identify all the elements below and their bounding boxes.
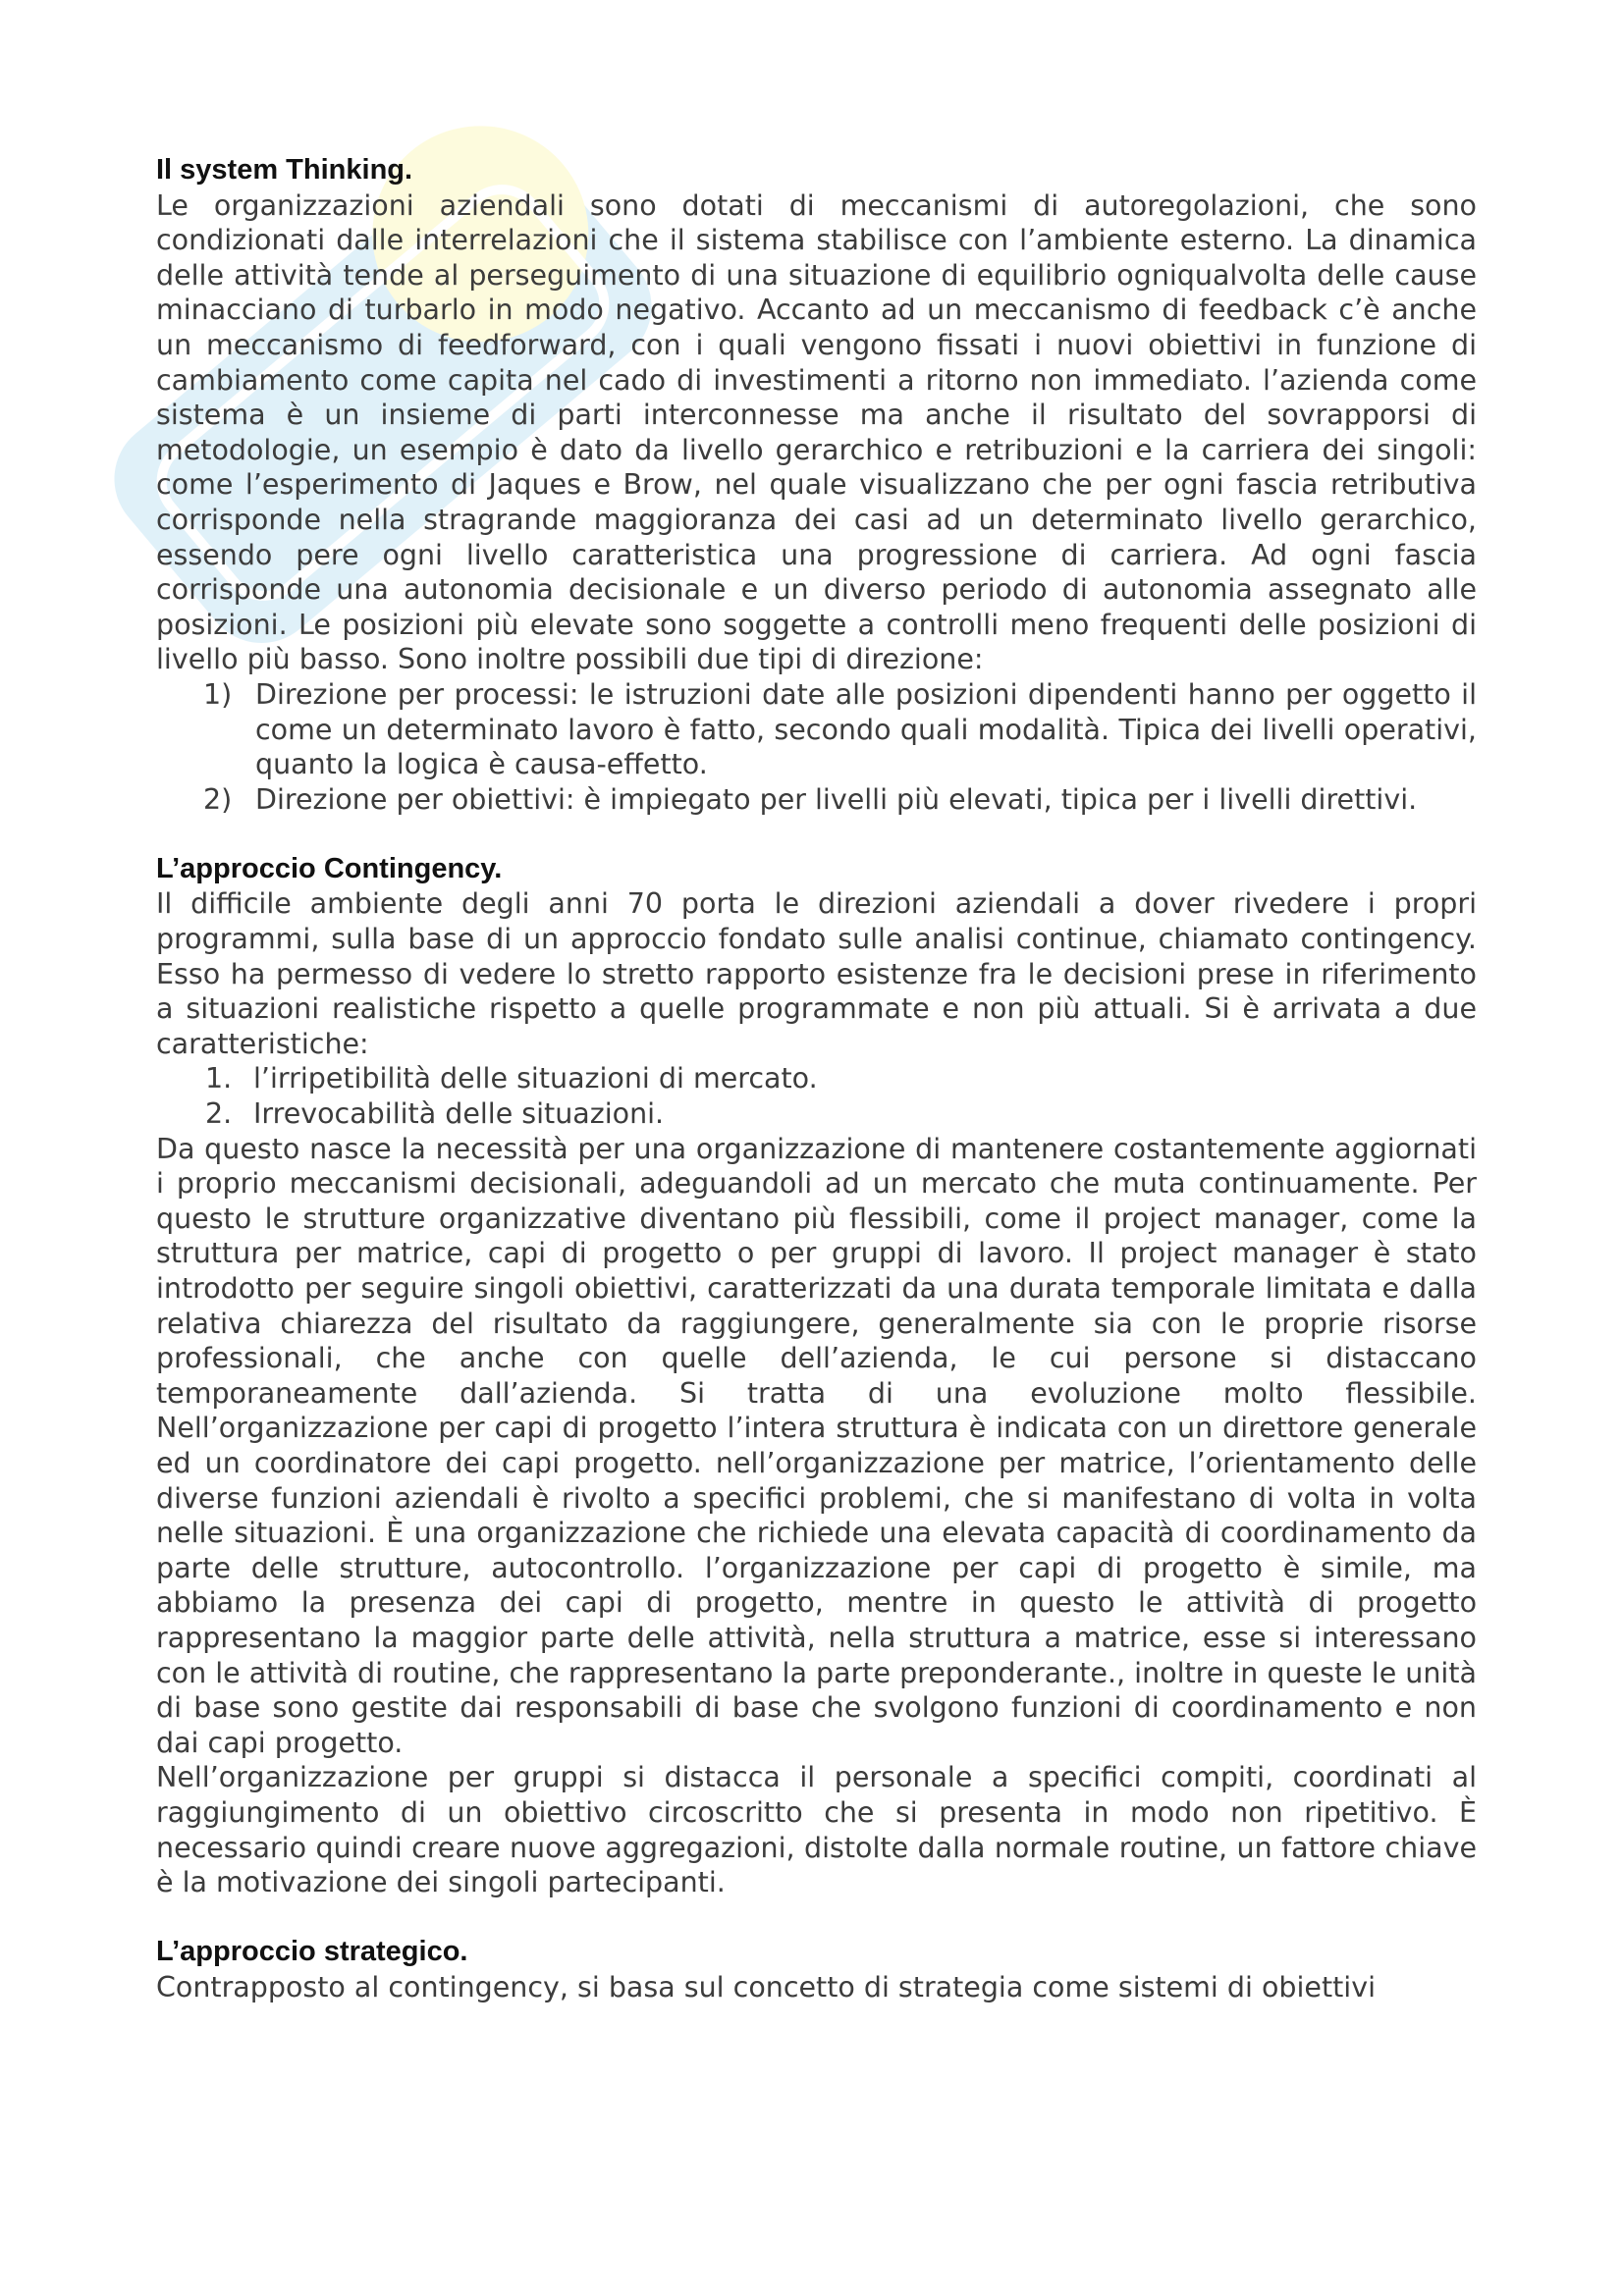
section-paragraph: Le organizzazioni aziendali sono dotati di meccanismi di autoregolazioni, che sono condizionati dalle interrelazioni che il sistema stabilisce con l’ambiente esterno. La dinamica delle attività tende al perseguimento di una situazione di equilibrio ogniqualvolta delle cause minacciano di turbarlo in modo negativo. Accanto ad un meccanismo di feedback c’è anche un meccanismo di feedforward, con i quali vengono fissati i nuovi obiettivi in funzione di cambiamento come capita nel cado di investimenti a ritorno non immediato. l’azienda come sistema è un insieme di parti interconnesse ma anche il risultato del sovrapporsi di metodologie, un esempio è dato da livello gerarchico e retribuzioni e la carriera dei singoli: come l’esperimento di Jaques e Brow, nel quale visualizzano che per ogni fascia retributiva corrisponde nella stragrande maggioranza dei casi ad un determinato livello gerarchico, essendo pere ogni livello caratteristica una progressione di carriera. Ad ogni fascia corrisponde una autonomia decisionale e un diverso periodo di autonomia assegnato alle posizioni. Le posizioni più elevate sono soggette a controlli meno frequenti delle posizioni di livello più basso. Sono inoltre possibili due tipi di direzione: — [156, 188, 1477, 676]
list-item-text: Irrevocabilità delle situazioni. — [253, 1097, 665, 1131]
section-title-strategico: L’approccio strategico. — [156, 1936, 468, 1968]
section-title-system-thinking: Il system Thinking. — [156, 154, 413, 186]
list-number: 1. — [205, 1062, 233, 1095]
section-paragraph: Nell’organizzazione per gruppi si distacca il personale a specifici compiti, coordinati al raggiungimento di un obiettivo circoscritto che si presenta in modo non ripetitivo. È necessario quindi creare nuove aggregazioni, distolte dalla normale routine, un fattore chiave è la motivazione dei singoli partecipanti. — [156, 1761, 1477, 1899]
list-item-text: Direzione per processi: le istruzioni date alle posizioni dipendenti hanno per oggetto il come un determinato lavoro è fatto, secondo quali modalità. Tipica dei livelli operativi, quanto la logica è causa-effetto. — [255, 677, 1477, 781]
numbered-list — [156, 677, 1477, 817]
list-item — [156, 782, 1477, 818]
list-item-text: Direzione per obiettivi: è impiegato per livelli più elevati, tipica per i livelli direttivi. — [255, 782, 1418, 816]
list-number: 2) — [203, 782, 233, 816]
list-item — [156, 1061, 1477, 1096]
section-paragraph: Contrapposto al contingency, si basa sul concetto di strategia come sistemi di obiettivi — [156, 1970, 1377, 2003]
list-number: 1) — [203, 677, 233, 711]
list-number: 2. — [205, 1097, 233, 1131]
section-paragraph: Il difficile ambiente degli anni 70 porta le direzioni aziendali a dover rivedere i propri programmi, sulla base di un approccio fondato sulle analisi continue, chiamato contingency. Esso ha permesso di vedere lo stretto rapporto esistenze fra le decisioni prese in riferimento a situazioni realistiche rispetto a quelle programmate e non più attuali. Si è arrivata a due caratteristiche: — [156, 887, 1477, 1060]
numbered-list — [156, 1061, 1477, 1131]
document-page — [156, 153, 1477, 2004]
list-item-text: l’irripetibilità delle situazioni di mercato. — [253, 1062, 818, 1095]
spacer — [156, 1900, 1477, 1936]
list-item — [156, 677, 1477, 782]
section-title-contingency: L’approccio Contingency. — [156, 852, 503, 884]
spacer — [156, 817, 1477, 852]
section-paragraph: Da questo nasce la necessità per una organizzazione di mantenere costantemente aggiornati i proprio meccanismi decisionali, adeguandoli ad un mercato che muta continuamente. Per questo le strutture organizzative diventano più flessibili, come il project manager, come la struttura per matrice, capi di progetto o per gruppi di lavoro. Il project manager è stato introdotto per seguire singoli obiettivi, caratterizzati da una durata temporale limitata e dalla relativa chiarezza del risultato da raggiungere, generalmente sia con le proprie risorse professionali, che anche con quelle dell’azienda, le cui persone si distaccano temporaneamente dall’azienda. Si tratta di una evoluzione molto flessibile. Nell’organizzazione per capi di progetto l’intera struttura è indicata con un direttore generale ed un coordinatore dei capi progetto. nell’organizzazione per matrice, l’orientamento delle diverse funzioni aziendali è rivolto a specifici problemi, che si manifestano di volta in volta nelle situazioni. È una organizzazione che richiede una elevata capacità di coordinamento da parte delle strutture, autocontrollo. l’organizzazione per capi di progetto è simile, ma abbiamo la presenza dei capi di progetto, mentre in questo le attività di progetto rappresentano la maggior parte delle attività, nella struttura a matrice, esse si interessano con le attività di routine, che rappresentano la parte preponderante., inoltre in queste le unità di base sono gestite dai responsabili di base che svolgono funzioni di coordinamento e non dai capi progetto. — [156, 1132, 1477, 1759]
list-item — [156, 1096, 1477, 1132]
